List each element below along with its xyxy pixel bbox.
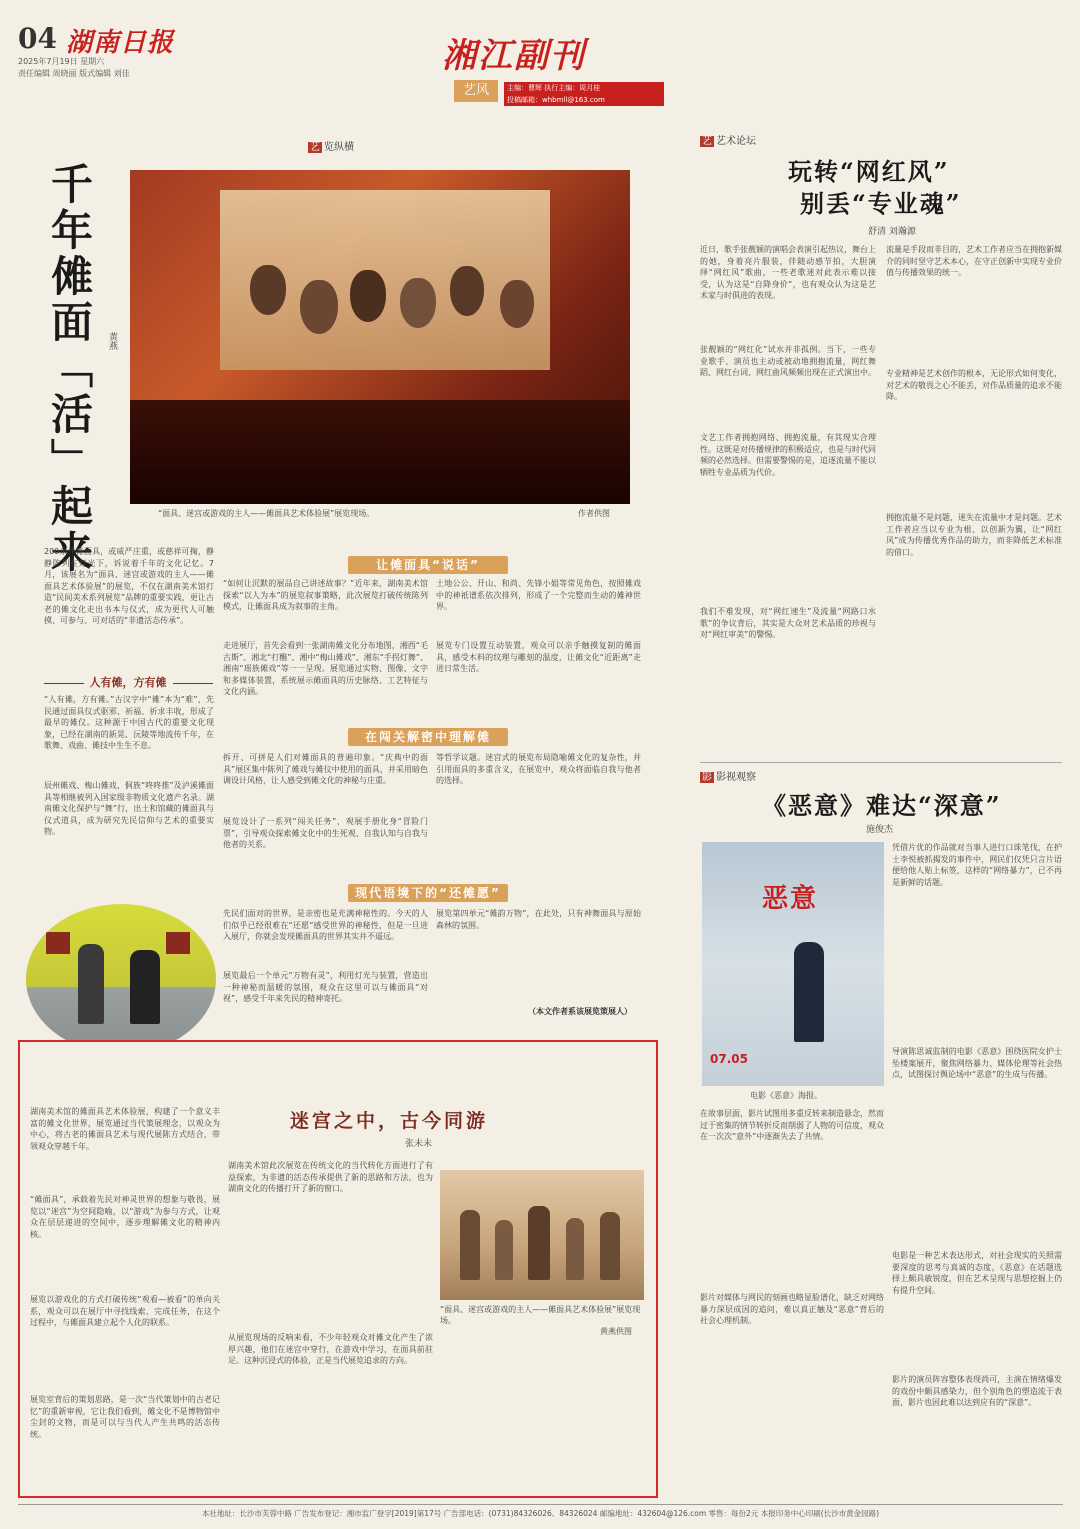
right-top-article	[700, 132, 1062, 752]
right-bottom-author: 施俊杰	[866, 825, 894, 835]
right-bottom-paragraph-3: 在故事层面，影片试图用多重反转来制造悬念，然而过于密集的情节转折反而削弱了人物的可信度，观众在一次次“意外”中逐渐失去了共情。	[700, 1109, 884, 1141]
statue-3	[528, 1206, 550, 1280]
column-sub-badge: 艺风	[454, 80, 498, 102]
poster-caption: 电影《恶意》海报。	[750, 1091, 822, 1100]
feature-title: 迷宫之中，古今同游	[290, 1110, 489, 1132]
right-top-paragraph-3: 文艺工作者拥抱网络、拥抱流量，有其现实合理性。这既是对传播规律的积极适应，也是与时代同频的必然选择。但需要警惕的是，追逐流量不能以牺牲专业品质为代价。	[700, 433, 876, 477]
section-head-puzzle: 在闯关解密中理解傩	[348, 728, 508, 746]
feature-photo-credit: 黄燕供图	[600, 1327, 632, 1336]
paragraph-8: 展览设计了一系列“闯关任务”，观展手册化身“冒险门票”，引导观众探索傩文化中的生死观、自我认知与自我与他者的关系。	[223, 817, 428, 849]
right-top-tag	[700, 132, 756, 147]
source-note: （本文作者系该展览策展人）	[528, 1007, 632, 1016]
right-top-tag-label: 艺术论坛	[716, 136, 756, 147]
paragraph-4: 走进展厅，首先会看到一张湖南傩文化分布地图，湘西“毛古斯”、湘北“打醮”、湘中“梅山傩戏”、湘东“手拐灯舞”、湘南“瑶族傩戏”等一一呈现。展览通过实物、图像、文字和多媒体装置，系统展示傩面具的历史脉络、工艺特征与文化内涵。	[223, 641, 428, 696]
photo1-credit: 作者供图	[578, 509, 610, 518]
visitor-1	[78, 944, 104, 1024]
tag-mark-icon: 影	[702, 772, 712, 783]
paper-name-logo: 湖南日报	[66, 28, 175, 58]
mask-4	[400, 278, 436, 328]
frame-2	[166, 932, 190, 954]
statue-1	[460, 1210, 480, 1280]
poster-figure	[794, 942, 824, 1042]
section-tag	[308, 138, 354, 153]
feature-paragraph-6: 从展览现场的反响来看，不少年轻观众对傩文化产生了浓厚兴趣，他们在迷宫中穿行，在游戏中学习，在面具前驻足。这种沉浸式的体验，正是当代展览追求的方向。	[228, 1333, 433, 1365]
paragraph-12: 展览第四单元“傩韵万物”，在此处，只有神舞面具与原始森林的氛围。	[436, 909, 641, 930]
frame-1	[46, 932, 70, 954]
subhead-ren-you-nuo: 人有傩，方有傩	[28, 674, 228, 690]
feature-paragraph-2: “傩面具”，承载着先民对神灵世界的想象与敬畏，展览以“迷宫”为空间隐喻，以“游戏”为参与方式，让观众在层层递进的空间中，逐步理解傩文化的精神内核。	[30, 1195, 220, 1239]
feature-photo-caption: “面具、迷宫或游戏的主人——傩面具艺术体验展”展览现场。	[440, 1305, 641, 1325]
right-top-headline-2: 别丢“专业魂”	[800, 189, 962, 218]
footer-text: 本社地址：长沙市芙蓉中路 广告发布登记：湘市监广登字[2019]第17号 广告部电话：(0731)84326026、84326024 邮编地址：432604@126.com 零售：每份2元 本报印务中心印刷(长沙市黄金园路)	[201, 1509, 880, 1518]
chief-editor-line: 主编：曹辉 执行主编：周月桂	[504, 82, 664, 94]
column-title-calligraphy: 湘江副刊	[442, 36, 586, 76]
paragraph-1: “人有傩，方有傩。”古汉字中“傩”本为“难”，先民通过面具仪式驱邪、祈福、祈求丰收，形成了最早的傩仪。这种源于中国古代的重要文化现象，已经在湖南的新晃、沅陵等地流传千年，在歌舞、戏曲、傩技中生生不息。	[44, 695, 214, 750]
intro-paragraph: 200余件傩面具，或威严庄重，或慈祥可掬，静静陈列在灯光下，诉说着千年的文化记忆。7月，该展名为“面具、迷宫或游戏的主人——傩面具艺术体验展”的展览，不仅在湖南美术馆打造“民间美术系列展览”品牌的重要实践，更让古老的傩文化走出书本与仪式，成为更代人可触摸、可参与、可对话的“非遗活态传承”。	[44, 547, 214, 625]
column-title	[442, 28, 662, 108]
section-head-modern: 现代语境下的“还傩愿”	[348, 884, 508, 902]
right-bottom-paragraph-6: 影片的演员阵容整体表现尚可，主演在情绪爆发的戏份中颇具感染力，但个别角色的塑造流于表面，影片也因此难以达到应有的“深意”。	[892, 1375, 1062, 1407]
feature-paragraph-5: 湖南美术馆此次展览在传统文化的当代转化方面进行了有益探索，为非遗的活态传承提供了新的思路和方法，也为湖南文化的传播打开了新的窗口。	[228, 1161, 433, 1193]
right-top-paragraph-5: 流量是手段而非目的，艺术工作者应当在拥抱新媒介的同时坚守艺术本心，在守正创新中实现专业价值与传播效果的统一。	[886, 245, 1062, 277]
mask-6	[500, 280, 534, 328]
headline-vertical: 千年傩面「活」起来	[45, 162, 94, 576]
paragraph-7: 拆开、可拼是人们对傩面具的普遍印象。“庆典中的面具”展区集中陈列了傩戏与傩仪中使用的面具，并采用暗色调设计风格，让人感受到傩文化的神秘与庄重。	[223, 753, 428, 785]
visitors-photo	[26, 904, 216, 1054]
paragraph-6: 展览专门设置互动装置，观众可以亲手触摸复制的傩面具，感受木料的纹理与雕刻的温度，让傩文化“近距离”走进日常生活。	[436, 641, 641, 673]
paragraph-3: “如何让沉默的展品自己讲述故事？”近年来，湖南美术馆探索“以人为本”的展览叙事策略，此次展览打破传统陈列模式，让傩面具成为叙事的主角。	[223, 579, 428, 611]
feature-photo	[440, 1170, 644, 1300]
visitor-2	[130, 950, 160, 1024]
tag-mark-icon: 艺	[310, 142, 320, 153]
paragraph-11: 展览最后一个单元“万物有灵”，利用灯光与装置，营造出一种神秘而温暖的氛围，观众在这里可以与傩面具“对视”，感受千年来先民的精神寄托。	[223, 971, 428, 1003]
mask-1	[250, 265, 286, 315]
right-bottom-headline: 《恶意》难达“深意”	[762, 791, 1002, 820]
statue-5	[600, 1212, 620, 1280]
right-top-paragraph-4: 我们不难发现，对“网红速生”及流量“网路口水歌”的争议背后，其实是大众对艺术品质的珍视与对“网红审美”的警惕。	[700, 607, 876, 639]
footer-rule	[18, 1504, 1063, 1505]
movie-poster	[702, 842, 884, 1086]
feature-paragraph-1: 湖南美术馆的傩面具艺术体验展，构建了一个意义丰富的傩文化世界，展览通过当代策展理念，以观众为中心，将古老的傩面具艺术与现代展陈方式结合，带领观众穿越千年。	[30, 1107, 220, 1151]
right-bottom-paragraph-4: 影片对媒体与网民的刻画也略显脸谱化，缺乏对网络暴力深层成因的追问，难以真正触及“恶意”背后的社会心理机制。	[700, 1293, 884, 1325]
left-feature	[18, 132, 658, 1032]
highlighted-feature	[18, 1040, 658, 1498]
editors-line: 责任编辑 周晓丽 版式编辑 刘佳	[18, 69, 130, 78]
dark-floor	[130, 400, 630, 504]
paragraph-2: 辰州傩戏、梅山傩戏、侗族“咚咚推”及泸溪傩面具等相继被列入国家级非物质文化遗产名录。湖南傩文化保护与“舞”行，出土和馆藏的傩面具与仪式道具，成为研究先民信仰与艺术的重要实物。	[44, 781, 214, 836]
feature-author: 张未未	[405, 1139, 433, 1149]
photo1-caption: “面具、迷宫或游戏的主人——傩面具艺术体验展”展览现场。	[158, 509, 375, 518]
tag-mark-icon: 艺	[702, 136, 712, 147]
feature-paragraph-3: 展览以游戏化的方式打破传统“观看—被看”的单向关系，观众可以在展厅中寻找线索、完成任务，在这个过程中，与傩面具建立起个人化的联系。	[30, 1295, 220, 1327]
right-bottom-paragraph-2: 导演陈思诚监制的电影《恶意》围绕医院女护士坠楼案展开，聚焦网络暴力、媒体伦理等社会热点，试图探讨舆论场中“恶意”的生成与传播。	[892, 1047, 1062, 1079]
right-bottom-tag-label: 影视观察	[716, 772, 756, 783]
right-bottom-tag	[700, 768, 756, 783]
statue-2	[495, 1220, 513, 1280]
date-line: 2025年7月19日 星期六	[18, 57, 105, 66]
exhibit-photo	[130, 170, 630, 504]
paragraph-9: 等哲学议题。迷宫式的展览布局隐喻傩文化的复杂性，并引用面具的多重含义，在展览中，观众将面临自我与他者的选择。	[436, 753, 641, 785]
email-line: 投稿邮箱：whbmll@163.com	[504, 94, 664, 106]
right-top-paragraph-2: 张靓颖的“网红化”试水并非孤例。当下，一些专业歌手、演员也主动或被动地拥抱流量，网红舞蹈、网红台词、网红曲风频频出现在正式演出中。	[700, 345, 876, 377]
feature-paragraph-4: 展览室背后的策划思路，是一次“当代策划中的古老记忆”的重新审视，它让我们看到，傩文化不是博物馆中尘封的文物，而是可以与当代人产生共鸣的活态传统。	[30, 1395, 220, 1439]
section-head-speak: 让傩面具“说话”	[348, 556, 508, 574]
poster-date: 07.05	[710, 1052, 748, 1066]
right-top-headline-1: 玩转“网红风”	[788, 157, 950, 186]
mask-2	[300, 280, 338, 334]
mask-5	[450, 266, 484, 316]
right-top-paragraph-7: 拥抱流量不是问题，迷失在流量中才是问题。艺术工作者应当以专业为根、以创新为翼，让“网红风”成为传播优秀作品的助力，而非降低艺术标准的借口。	[886, 513, 1062, 557]
right-top-paragraph-1: 近日，歌手张靓颖的演唱会表演引起热议，舞台上的她，身着亮片服装，伴随动感节拍，大胆演绎“网红风”歌曲，一些老歌迷对此表示难以接受，认为这是“自降身价”，也有观众认为这是艺术家与时俱进的表现。	[700, 245, 876, 300]
page-number: 04	[18, 22, 57, 55]
section-tag-label: 览纵横	[324, 142, 354, 153]
headline-author: 黄燕	[107, 332, 117, 350]
mask-3	[350, 270, 386, 322]
right-bottom-article	[700, 762, 1062, 1498]
masthead	[18, 22, 1063, 132]
divider	[700, 762, 1062, 763]
right-bottom-paragraph-1: 凭借片优的作品就对当事人进行口诛笔伐，在护士李悦被抓揭发的事件中，网民们仅凭只言片语便给他人贴上标签，这样的“网络暴力”，已不再是新鲜的话题。	[892, 843, 1062, 887]
right-top-paragraph-6: 专业精神是艺术创作的根本，无论形式如何变化，对艺术的敬畏之心不能丢，对作品质量的追求不能降。	[886, 369, 1062, 401]
paragraph-10: 先民们面对的世界，是亲密也是充满神秘性的。今天的人们似乎已经很难在“还愿”感受世界的神秘性，但是一旦进入展厅，你就会发现傩面具的世界其实并不遥远。	[223, 909, 428, 941]
statue-4	[566, 1218, 584, 1280]
right-top-authors: 舒清 刘瀚源	[868, 227, 916, 237]
poster-title: 恶意	[762, 884, 819, 914]
paragraph-5: 土地公公、开山、和尚、先锋小姐等常见角色，按照傩戏中的神祇谱系依次排列，形成了一个完整而生动的傩神世界。	[436, 579, 641, 611]
right-bottom-paragraph-5: 电影是一种艺术表达形式，对社会现实的关照需要深度的思考与真诚的态度，《恶意》在话题选择上颇具敏锐度，但在艺术呈现与思想挖掘上仍有提升空间。	[892, 1251, 1062, 1295]
